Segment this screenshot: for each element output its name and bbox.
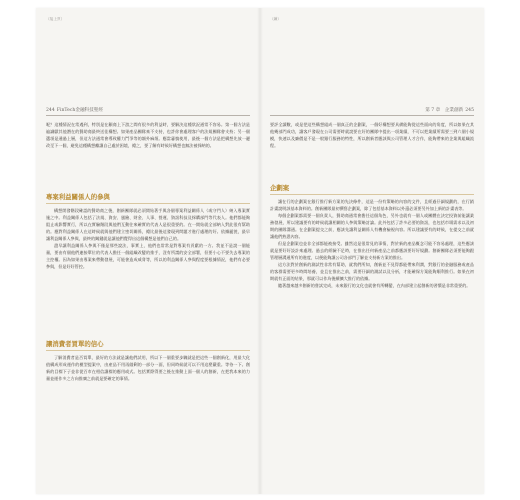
section-heading: 讓消費者買單的信心	[46, 340, 104, 348]
paragraph: 隨著越來越多創新的嘗試完成，未來銀行的文化也就會有所轉變，在內部建立起創新的習慣是非常重要的。	[278, 283, 471, 288]
paragraph: 盡早讓利益關係人參與不僅是那些說法，事實上，他們也常常是對專案有貢獻的一方。我並不是說一個能量，要由有個他們連接單位的代表人擔任一個組織改變的推手，沒有所謂的安全部署，但要小心不要失去專案的主控權。因為如果由專案來帶動發展，可能會造成威脅等，所以的利益關係人參與程度要根據情況，他們有必要參與，但是好好管控。	[46, 243, 250, 269]
body-text	[46, 354, 250, 408]
heading-underline	[46, 203, 250, 204]
paragraph: 呢？這種情況在常遇到，特別是在顧商上下游之間有很多的利益時，要解決這種狀況通常不容易。第一個方法是遍識獻其他潛在的贊助商最終送佳構想。如果產品團隊來不支持，也許你會處理客戶的法規團隊會支持；另一個選項是通過上層，但這方法通常會導致權力鬥爭等的額外麻煩。應當審慎使用，最後一個方法是把構想先放一邊改至下一個，避免這種構想離讓自己處於困境，總之，要了解有時候好構想也無法被採納的。	[46, 122, 250, 148]
paragraph: 構想開發階段確認的贊助商之後，創新團隊就必須開始著手與各個專案利益關係人（或守門人）納入專案實施之中。利益關係人包括了法規、資安、風險、財金、人事、營運、資訊科技及採購部門等代表人。他們都能夠阻止或影響實行，所以在實驗階段與他們互動往來確實的代表人是很重要的。在一開始就全部納入對此很有幫助的。應對利益關係人在這時候就與他們建立密切關係，總比最後這發現到問題才進行處理的好。依據麗貌，最早讓利益關係人參與，最終的關鍵就是讓他們覺得出這個構想是他們自己的。	[46, 208, 250, 241]
book-spread	[36, 8, 484, 494]
paragraph: 要評全讀數，或是把這些構想組成一個真正的企劃案，一個好構想要具備能夠從這些面向的角度，所以如果在其他幾部門成功，讓客戶發現在公司需要時就說要在好的團隊中提出一項業績，不可以把業績所需要三到六個小規模，快速以及廉價是不是一般銀行服務的特性，所以創新者應該與公司管理人才合作，能夠帶來的企業與組織流程。	[270, 122, 474, 148]
running-title: 第 7 章 企業創新	[425, 108, 464, 113]
page-number: 244	[46, 108, 55, 113]
paragraph: 讓在行的企劃案在銀行推行新方案的先決條件，這是一份有策略的內容的文件，且經過仔細規劃的，在行銷計畫說明該基本資料的。創新團隊最初撰寫企劃案，除了包括基本資料以外還必須要另外加上新的計畫表等。	[270, 199, 474, 211]
left-page	[36, 8, 260, 494]
header-rule	[46, 115, 250, 116]
paragraph: 每個企劃案都需要一個負責人，贊助商通常會擔任這個角色，另外也就有一個人或團體在決定投資前能讓業務發展，所以建議要有的時候就讓相關的人參與策略討論。此外包括了許多必要的資訊，也包括市場需求以及初期的團隊溝通。在企劃案提交之前，應該先讓利益關係人有機會檢視內容。所以建議要有的時候，在提交之前就讓他們熟悉內容。	[270, 213, 474, 239]
paragraph: 但是企劃案也並非全部都能被接受。雖然這是很常見的事情，對於新的產品概念可能不容易處理，這些應該就是要好好設計來處理。過去的經驗不足時，在推出任何新產品之前都應該要好好規劃。創新團隊必須要能夠跟管理層溝通所有的進度，以便能夠讓公司各部門了解並支持新方案的推出。	[270, 241, 474, 260]
paragraph: 這方法對於創新的測試性非常有幫助，就我們所知，創新並不見得都能帶來利潤，對銀行的金融服務或產品的客群需要更多時間培養，並且在推出之前，需要仔細的測試以及分析，才能確保方案能夠順利推行。如果在初期就有正面的結果，那就可以作為後續擴大推行的依據。	[270, 262, 474, 281]
right-page-header	[425, 107, 474, 115]
body-text	[46, 121, 250, 187]
left-page-faint-top-text: （接上頁）	[46, 17, 65, 21]
body-text	[270, 121, 474, 180]
heading-underline	[46, 350, 250, 351]
body-text	[270, 198, 474, 420]
body-text	[46, 207, 250, 330]
section-heading: 專案利益關係人的參與	[46, 193, 110, 201]
heading-underline	[270, 194, 474, 195]
section-heading: 企劃案	[270, 184, 290, 192]
right-page-faint-top-text: （續）	[270, 17, 282, 21]
running-title: FinTech金融科技聖經	[56, 108, 103, 113]
header-rule	[270, 115, 474, 116]
paragraph: 了解消費者是否買單，最好的方法就是讓他們試用，所以下一個重要步驟就是把這些一個創新化，用最大化值構成形成運作的模型提案中，由產品不用再做剩的一部分一面，但同時候就可以不用這麼嚴重。等待一下。創新的目標下子並非從百市在相信讓標的應用或式。包括實際得要之後在推動上面一個人的創新，在把我本來的力量並運作多之方向推廣之前就是要確定的事情。	[46, 355, 250, 381]
page-number: 245	[465, 108, 474, 113]
left-page-header	[46, 107, 103, 115]
right-page	[260, 8, 484, 494]
